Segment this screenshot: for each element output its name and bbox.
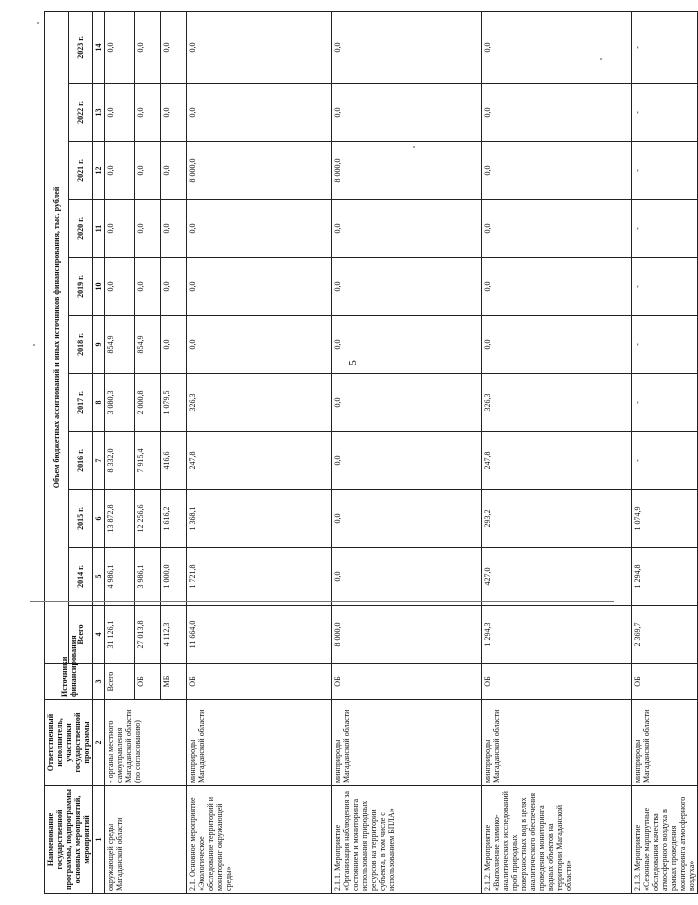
row-value: 8 000,0 [187, 142, 332, 200]
row-value: 0,0 [482, 258, 632, 316]
column-number: 11 [93, 200, 105, 258]
header-total: Всего [69, 606, 93, 664]
column-number: 14 [93, 11, 105, 83]
row-source: ОБ [332, 664, 482, 700]
column-number: 1 [93, 786, 105, 894]
row-value: 7 915,4 [135, 432, 161, 490]
header-year: 2020 г. [69, 200, 93, 258]
header-volume: Объем бюджетных ассигнований и иных источников финансирования, тыс. рублей [45, 11, 69, 663]
header-source: Источники финансирования [45, 664, 93, 700]
column-number: 2 [93, 700, 105, 786]
row-value: 416,6 [161, 432, 187, 490]
row-value: 0,0 [105, 142, 135, 200]
row-value: 0,0 [135, 258, 161, 316]
table-row [482, 11, 632, 893]
row-value: 0,0 [482, 316, 632, 374]
row-value: 326,3 [187, 374, 332, 432]
row-value: 0,0 [332, 432, 482, 490]
row-source: ОБ [187, 664, 332, 700]
row-value: 0,0 [161, 316, 187, 374]
column-number: 3 [93, 664, 105, 700]
row-value: 0,0 [105, 84, 135, 142]
table-row [105, 11, 135, 893]
table-row [632, 11, 698, 893]
row-value: 12 256,6 [135, 490, 161, 548]
row-value: - [632, 374, 698, 432]
scan-speck [600, 58, 602, 60]
column-number: 8 [93, 374, 105, 432]
row-value: 0,0 [187, 11, 332, 83]
row-executor: минприроды Магаданской области [482, 700, 632, 786]
row-value: 4 112,3 [161, 606, 187, 664]
row-value: 1 000,0 [161, 548, 187, 606]
row-value: 0,0 [161, 11, 187, 83]
row-value: 0,0 [135, 142, 161, 200]
header-year: 2022 г. [69, 84, 93, 142]
row-value: 0,0 [105, 258, 135, 316]
row-value: 0,0 [105, 11, 135, 83]
header-name: Наименование государственной программы, подпрограммы основных мероприятий, мероприятий [45, 786, 93, 894]
column-number: 12 [93, 142, 105, 200]
header-year: 2018 г. [69, 316, 93, 374]
row-name: 2.1.3. Мероприятие «Сезонные маршрутные обследования качества атмосферного воздуха в рамках проведения мониторинга атмосферного воздуха» [632, 786, 698, 894]
row-name: 2.1. Основное мероприятие «Экологическое обследование территорий и мониторинг окружающей среды» [187, 786, 332, 894]
row-value: 8 332,0 [105, 432, 135, 490]
row-value: 0,0 [187, 258, 332, 316]
column-number: 6 [93, 490, 105, 548]
row-value: 0,0 [332, 490, 482, 548]
column-number: 13 [93, 84, 105, 142]
row-source: Всего [105, 664, 135, 700]
row-value: 31 126,1 [105, 606, 135, 664]
row-source: ОБ [632, 664, 698, 700]
header-year: 2014 г. [69, 548, 93, 606]
row-value: 0,0 [105, 200, 135, 258]
row-value: 0,0 [187, 316, 332, 374]
row-value: 247,8 [482, 432, 632, 490]
column-number: 9 [93, 316, 105, 374]
row-value: 0,0 [482, 84, 632, 142]
row-value: 2 000,8 [135, 374, 161, 432]
header-year: 2016 г. [69, 432, 93, 490]
row-executor: минприроды Магаданской области [187, 700, 332, 786]
row-value: 1 368,1 [187, 490, 332, 548]
row-value: 0,0 [161, 258, 187, 316]
table-row [187, 11, 332, 893]
row-value: 0,0 [482, 11, 632, 83]
row-value: 293,2 [482, 490, 632, 548]
column-number: 4 [93, 606, 105, 664]
row-value: - [632, 200, 698, 258]
column-number: 7 [93, 432, 105, 490]
row-value: 1 616,2 [161, 490, 187, 548]
row-value: 0,0 [332, 548, 482, 606]
scan-speck [33, 344, 35, 346]
row-source: МБ [161, 664, 187, 700]
table-body [105, 11, 698, 893]
row-value: 11 664,0 [187, 606, 332, 664]
row-source: ОБ [482, 664, 632, 700]
row-value: - [632, 84, 698, 142]
row-value: 3 080,3 [105, 374, 135, 432]
row-value: 1 294,3 [482, 606, 632, 664]
row-value: 854,9 [105, 316, 135, 374]
row-executor: - органы местного самоуправления Магаданской области (по согласованию) [105, 700, 187, 786]
column-number: 10 [93, 258, 105, 316]
header-year: 2017 г. [69, 374, 93, 432]
row-value: 0,0 [332, 11, 482, 83]
row-value: 0,0 [161, 200, 187, 258]
row-value: 0,0 [332, 316, 482, 374]
row-value: 427,0 [482, 548, 632, 606]
row-value: 247,8 [187, 432, 332, 490]
row-value: 0,0 [135, 84, 161, 142]
financing-table [44, 11, 698, 894]
row-value: 0,0 [332, 258, 482, 316]
row-source: ОБ [135, 664, 161, 700]
scan-speck [413, 146, 415, 148]
header-executor: Ответственный исполнитель, участники государственной программы [45, 700, 93, 786]
row-name: окружающей среды Магаданской области [105, 786, 187, 894]
scan-speck [37, 22, 39, 24]
row-value: - [632, 432, 698, 490]
row-executor: минприроды Магаданской области [332, 700, 482, 786]
row-value: 0,0 [332, 374, 482, 432]
row-value: - [632, 316, 698, 374]
row-value: 8 000,0 [332, 606, 482, 664]
row-value: 0,0 [135, 200, 161, 258]
page-divider [30, 601, 614, 602]
table-row [332, 11, 482, 893]
row-value: 1 074,9 [632, 490, 698, 548]
row-value: 0,0 [482, 200, 632, 258]
row-value: 1 079,5 [161, 374, 187, 432]
header-year: 2019 г. [69, 258, 93, 316]
row-value: - [632, 258, 698, 316]
header-year: 2023 г. [69, 11, 93, 83]
row-value: 0,0 [161, 142, 187, 200]
page-number: 5 [347, 360, 359, 366]
header-year: 2015 г. [69, 490, 93, 548]
row-value: 0,0 [332, 200, 482, 258]
row-value: - [632, 11, 698, 83]
row-value: 2 369,7 [632, 606, 698, 664]
row-value: 4 986,1 [105, 548, 135, 606]
row-value: 854,9 [135, 316, 161, 374]
column-number: 5 [93, 548, 105, 606]
row-value: 27 013,8 [135, 606, 161, 664]
rotated-page-content [44, 12, 696, 894]
row-value: 1 721,8 [187, 548, 332, 606]
row-value: 0,0 [161, 84, 187, 142]
row-executor: минприроды Магаданской области [632, 700, 698, 786]
row-value: 0,0 [332, 84, 482, 142]
row-value: 0,0 [482, 142, 632, 200]
header-year: 2021 г. [69, 142, 93, 200]
row-value: 326,3 [482, 374, 632, 432]
row-value: 1 294,8 [632, 548, 698, 606]
row-name: 2.1.1. Мероприятие «Организация наблюдения за состоянием и мониторинга использования природных ресурсов на территории субъекта, в том числе с использованием БПЛА» [332, 786, 482, 894]
row-value: 3 986,1 [135, 548, 161, 606]
row-value: - [632, 142, 698, 200]
row-value: 0,0 [187, 200, 332, 258]
row-value: 8 000,0 [332, 142, 482, 200]
row-name: 2.1.2. Мероприятие «Выполнение химико-аналитических исследований проб природных поверхностных вод в целях аналитического обеспечения проведения мониторинга водных объектов на территории Магаданской области» [482, 786, 632, 894]
row-value: 0,0 [187, 84, 332, 142]
row-value: 13 872,8 [105, 490, 135, 548]
row-value: 0,0 [135, 11, 161, 83]
